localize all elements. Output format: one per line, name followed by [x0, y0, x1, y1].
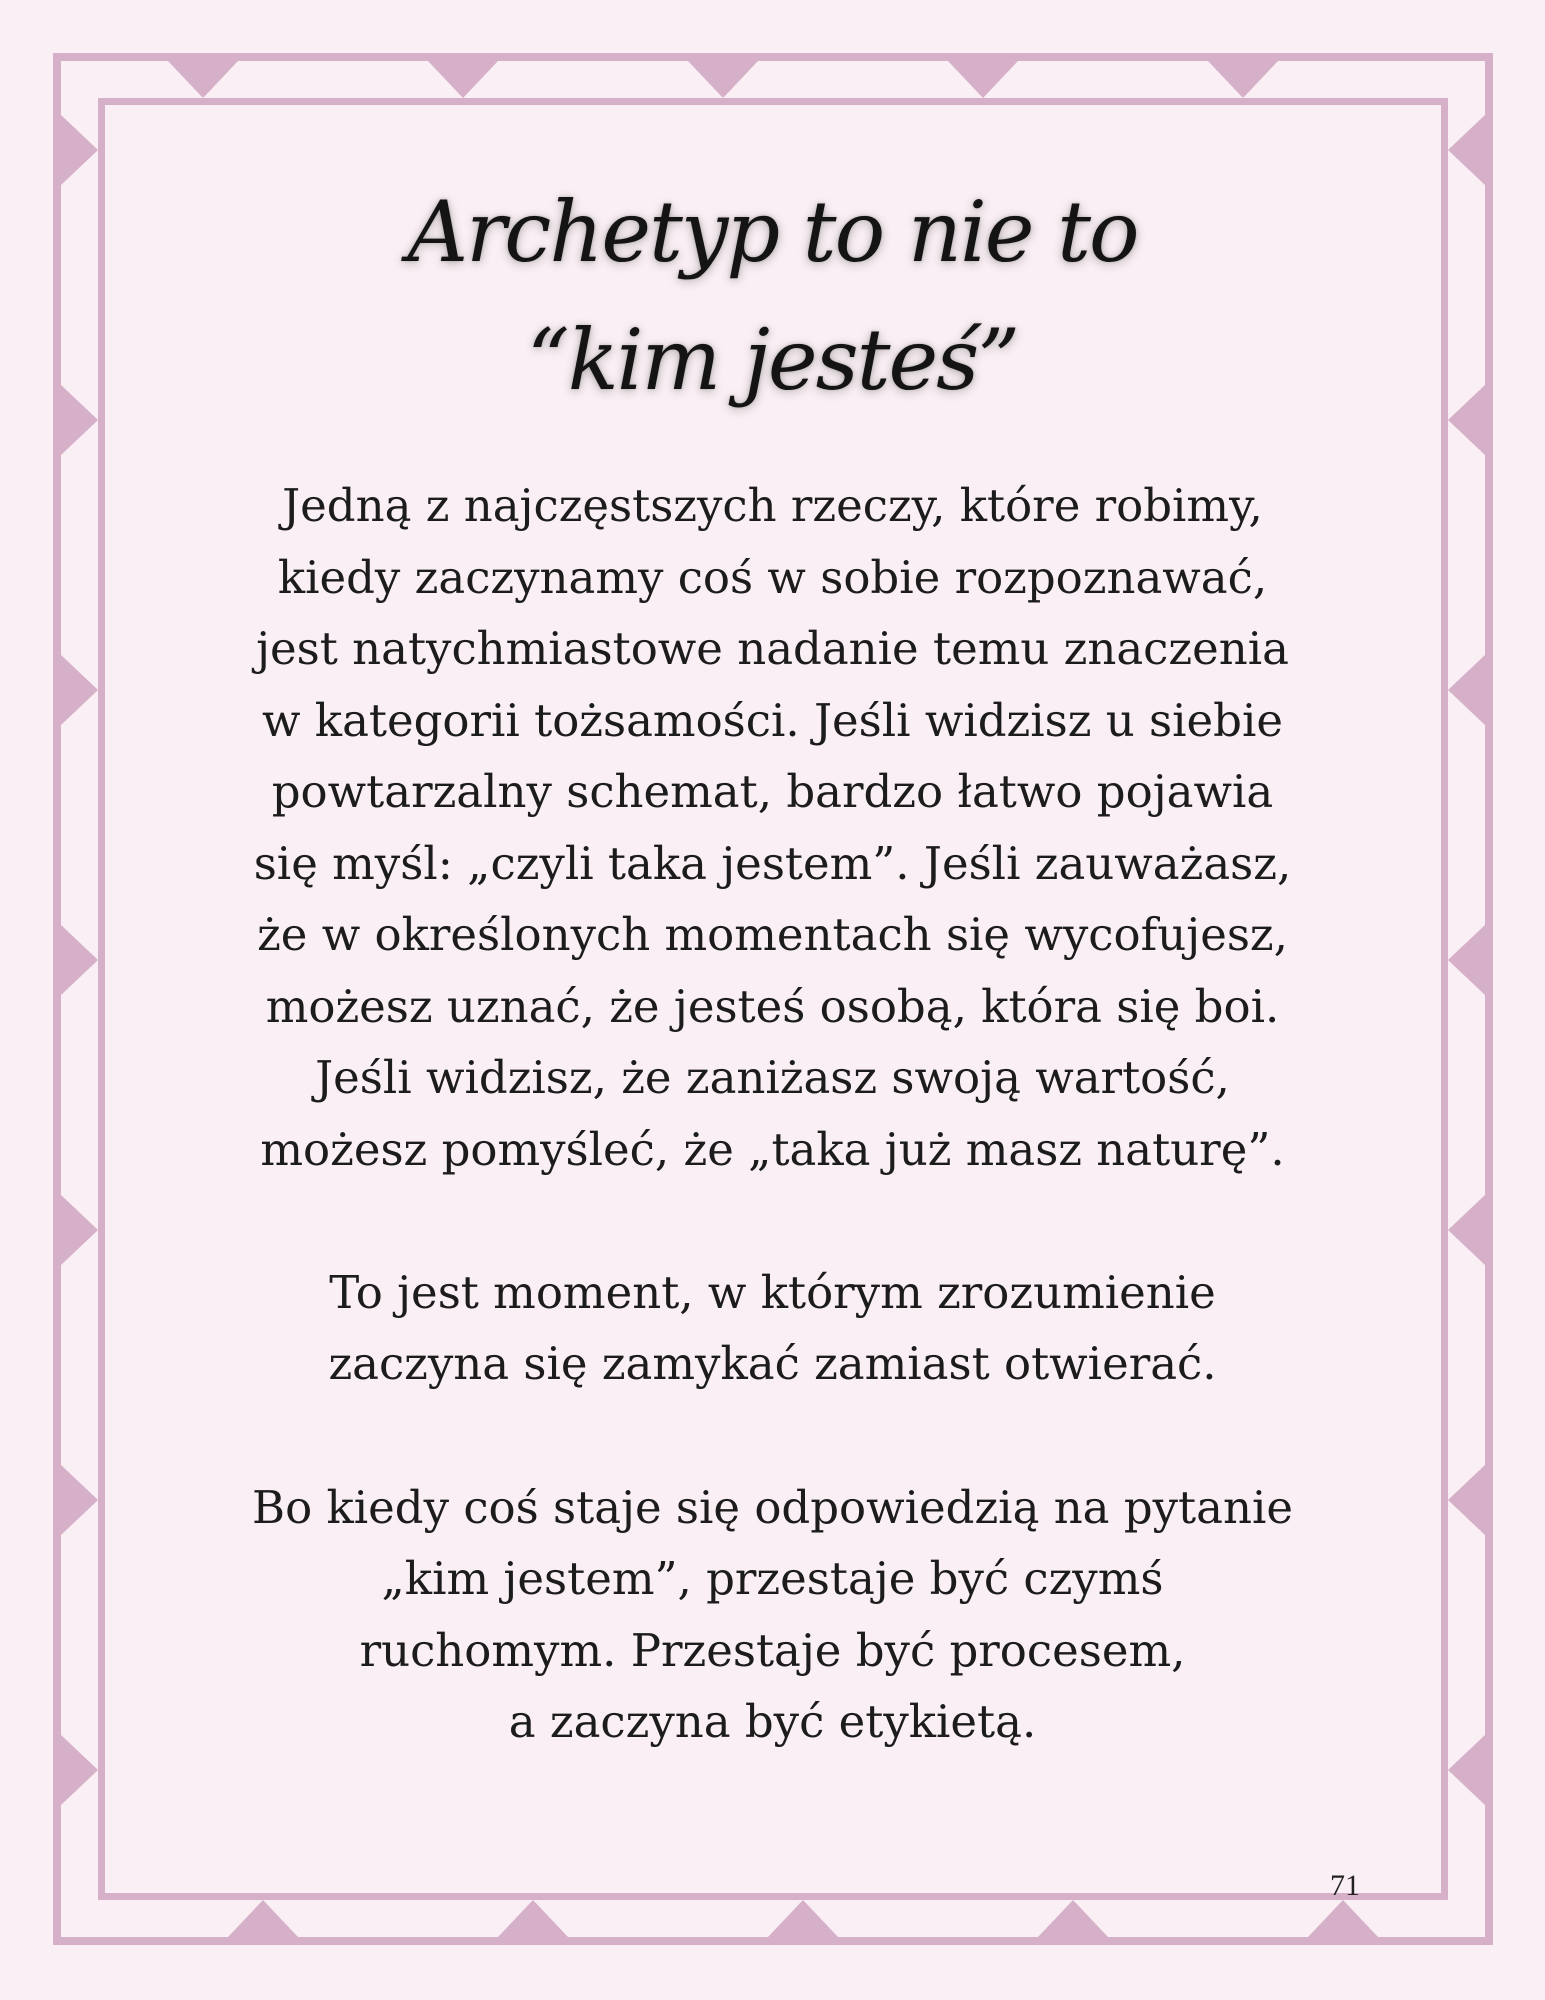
- body-text-line: w kategorii tożsamości. Jeśli widzisz u siebie: [261, 694, 1283, 747]
- body-text-line: możesz pomyśleć, że „taka już masz naturę”.: [260, 1123, 1285, 1176]
- body-text-line: ruchomym. Przestaje być procesem,: [359, 1624, 1186, 1677]
- body-text-line: możesz uznać, że jesteś osobą, która się boi.: [265, 980, 1280, 1033]
- page-title-line: “kim jesteś”: [526, 311, 1019, 409]
- page-title-line: Archetyp to nie to: [407, 183, 1138, 281]
- body-text-line: jest natychmiastowe nadanie temu znaczenia: [256, 622, 1289, 675]
- body-text-line: Jeśli widzisz, że zaniżasz swoją wartość,: [315, 1051, 1230, 1104]
- body-text-line: a zaczyna być etykietą.: [508, 1695, 1037, 1748]
- body-text-line: Jedną z najczęstszych rzeczy, które robimy,: [282, 479, 1263, 532]
- body-text-line: To jest moment, w którym zrozumienie: [329, 1266, 1216, 1319]
- body-text-line: kiedy zaczynamy coś w sobie rozpoznawać,: [277, 551, 1268, 604]
- body-text-line: „kim jestem”, przestaje być czymś: [381, 1552, 1164, 1605]
- body-text-line: powtarzalny schemat, bardzo łatwo pojawia: [271, 765, 1274, 818]
- body-text-line: zaczyna się zamykać zamiast otwierać.: [328, 1337, 1217, 1390]
- body-text-line: się myśl: „czyli taka jestem”. Jeśli zauważasz,: [253, 837, 1292, 890]
- body-text-line: że w określonych momentach się wycofujesz,: [257, 908, 1288, 961]
- body-text-line: Bo kiedy coś staje się odpowiedzią na pytanie: [252, 1481, 1293, 1534]
- page-number: 71: [1330, 1869, 1360, 1902]
